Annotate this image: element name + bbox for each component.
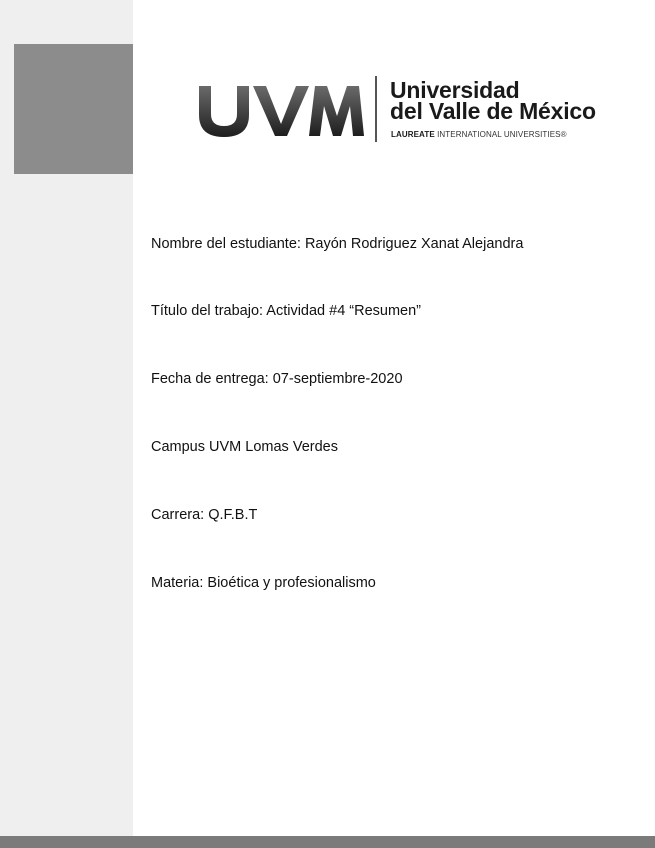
due-date-value: 07-septiembre-2020 — [268, 371, 403, 387]
logo-divider — [375, 76, 377, 142]
due-date-label: Fecha de entrega: — [151, 371, 269, 387]
logo-tagline-bold: LAUREATE — [391, 130, 435, 139]
side-accent-block — [14, 44, 133, 174]
work-title-line — [151, 303, 421, 319]
due-date-line — [151, 371, 403, 387]
logo-name-line1: Universidad — [390, 77, 520, 103]
career-line — [151, 507, 257, 523]
logo-tagline-rest: INTERNATIONAL UNIVERSITIES® — [434, 130, 567, 139]
work-title-label: Título del trabajo: — [151, 303, 264, 319]
subject-line — [151, 575, 376, 591]
campus-line: Campus UVM Lomas Verdes — [151, 439, 338, 455]
student-name: Rayón Rodriguez Xanat Alejandra — [300, 236, 524, 252]
uvm-logo — [197, 74, 617, 144]
career-label: Carrera: — [151, 507, 205, 523]
subject-value: Bioética y profesionalismo — [203, 575, 376, 591]
student-name-line — [151, 236, 523, 252]
subject-label: Materia: — [151, 575, 204, 591]
logo-tagline — [391, 130, 567, 139]
uvm-logo-mark — [197, 80, 365, 138]
bottom-band — [0, 836, 655, 848]
student-label: Nombre del estudiante: — [151, 236, 301, 252]
logo-name-line2: del Valle de México — [390, 98, 596, 124]
career-value: Q.F.B.T — [204, 507, 258, 523]
work-title-value: Actividad #4 “Resumen” — [263, 303, 422, 319]
